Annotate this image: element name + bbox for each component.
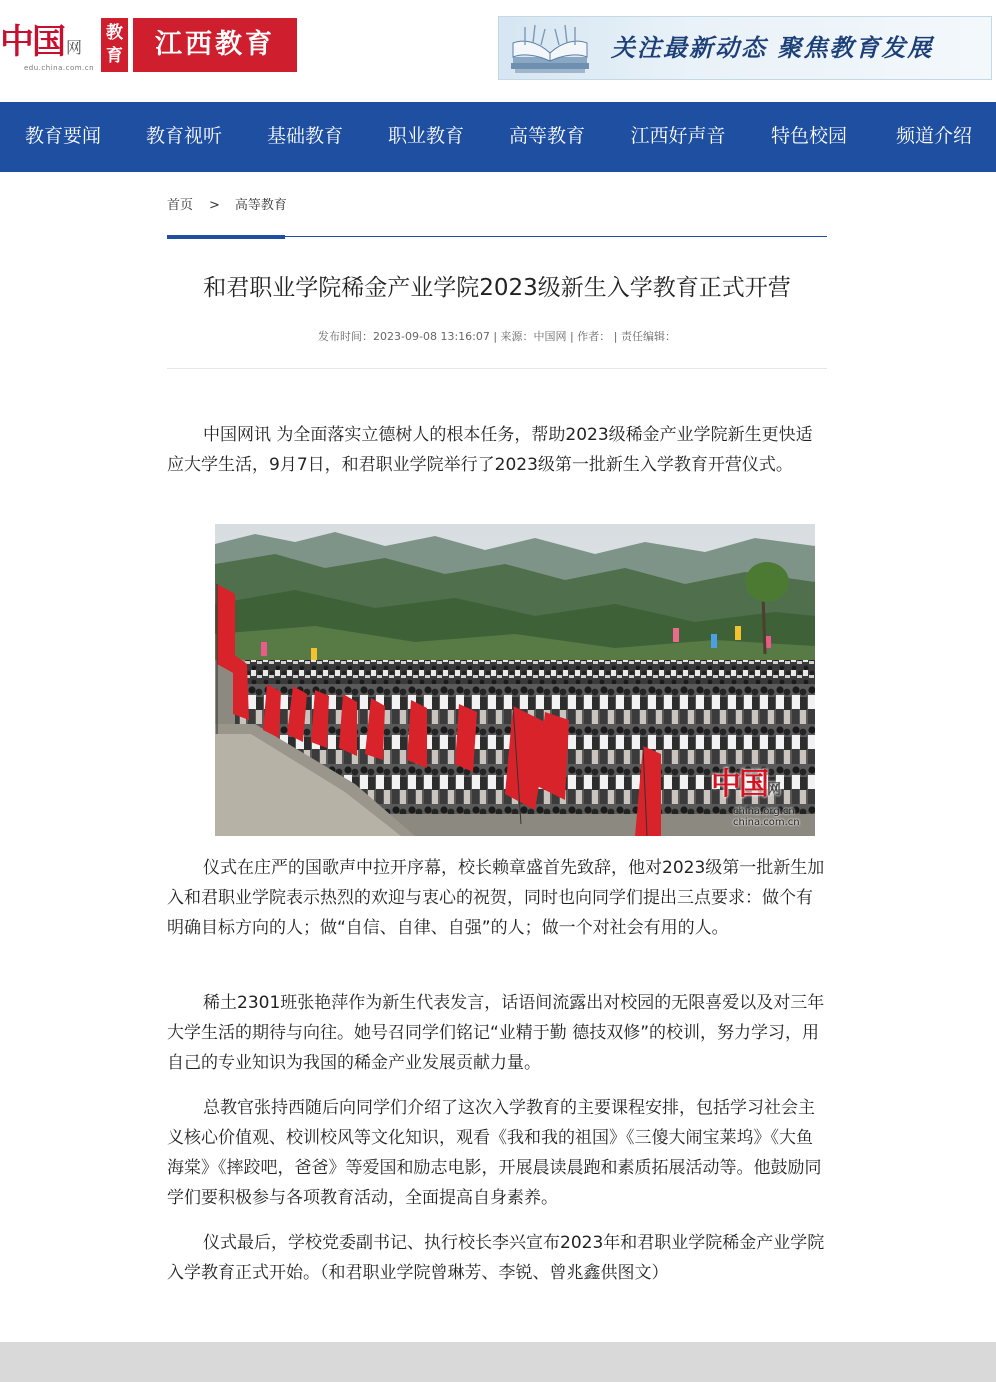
watermark-logo — [711, 768, 781, 807]
watermark-glyph-main: 中国 — [711, 767, 767, 802]
nav-item-education-media[interactable]: 教育视听 — [145, 125, 222, 147]
channel-tag[interactable]: 教育 — [101, 18, 128, 72]
nav-item-channel-intro[interactable]: 频道介绍 — [895, 125, 972, 147]
watermark-line-2: china.com.cn — [733, 817, 800, 828]
photo-watermark — [711, 768, 803, 830]
logo-glyph-small: 网 — [66, 38, 83, 57]
article-paragraph: 仪式最后，学校党委副书记、执行校长李兴宣布2023年和君职业学院稀金产业学院入学教育正式开始。（和君职业学院曾琳芳、李锐、曾兆鑫供图文） — [167, 1233, 825, 1283]
header-banner — [498, 16, 992, 80]
logo-url: edu.china.com.cn — [24, 64, 95, 72]
open-book-icon — [507, 23, 593, 75]
breadcrumb-current[interactable]: 高等教育 — [234, 198, 287, 213]
watermark-line-1: china.org.cn — [733, 806, 795, 817]
page-footer — [0, 1342, 996, 1382]
banner-slogan: 关注最新动态 聚焦教育发展 — [611, 33, 934, 62]
nav-item-vocational-education[interactable]: 职业教育 — [387, 125, 464, 147]
nav-item-education-news[interactable]: 教育要闻 — [24, 125, 101, 147]
breadcrumb-divider-accent — [167, 235, 285, 239]
nav-item-basic-education[interactable]: 基础教育 — [266, 125, 343, 147]
article-paragraph: 仪式在庄严的国歌声中拉开序幕，校长赖章盛首先致辞，他对2023级第一批新生加入和君职业学院表示热烈的欢迎与衷心的祝贺，同时也向同学们提出三点要求：做个有明确目标方向的人；做“自信、自律、自强”的人；做一个对社会有用的人。 — [167, 858, 825, 938]
watermark-glyph-small: 网 — [767, 782, 781, 798]
breadcrumb-separator: > — [209, 198, 220, 213]
nav-item-featured-campus[interactable]: 特色校园 — [770, 125, 847, 147]
channel-name-logo[interactable]: 江西教育 — [133, 18, 297, 72]
article-title: 和君职业学院稀金产业学院2023级新生入学教育正式开营 — [203, 275, 791, 301]
article-paragraph: 稀土2301班张艳萍作为新生代表发言，话语间流露出对校园的无限喜爱以及对三年大学生活的期待与向往。她号召同学们铭记“业精于勤 德技双修”的校训，努力学习，用自己的专业知识为我国的稀金产业发展贡献力量。 — [167, 993, 825, 1073]
china-net-logo[interactable] — [0, 18, 96, 74]
main-nav — [0, 102, 996, 172]
site-header — [0, 0, 996, 102]
nav-item-higher-education[interactable]: 高等教育 — [508, 125, 585, 147]
article-photo[interactable] — [215, 524, 815, 836]
article-paragraph: 总教官张持西随后向同学们介绍了这次入学教育的主要课程安排，包括学习社会主义核心价值观、校训校风等文化知识，观看《我和我的祖国》《三傻大闹宝莱坞》《大鱼海棠》《摔跤吧，爸爸》等爱国和励志电影，开展晨读晨跑和素质拓展活动等。他鼓励同学们要积极参与各项教育活动，全面提高自身素养。 — [167, 1098, 822, 1208]
breadcrumb — [167, 196, 287, 216]
nav-item-jiangxi-voice[interactable]: 江西好声音 — [630, 125, 726, 147]
breadcrumb-home[interactable]: 首页 — [167, 198, 194, 213]
article-paragraph: 中国网讯 为全面落实立德树人的根本任务，帮助2023级稀金产业学院新生更快适应大学生活，9月7日，和君职业学院举行了2023级第一批新生入学教育开营仪式。 — [167, 425, 813, 475]
meta-divider — [167, 368, 827, 369]
logo-wordmark — [0, 22, 82, 68]
article-meta: 发布时间：2023-09-08 13:16:07 | 来源：中国网 | 作者： | 责任编辑： — [318, 330, 676, 343]
logo-glyph-main: 中国 — [0, 22, 64, 62]
